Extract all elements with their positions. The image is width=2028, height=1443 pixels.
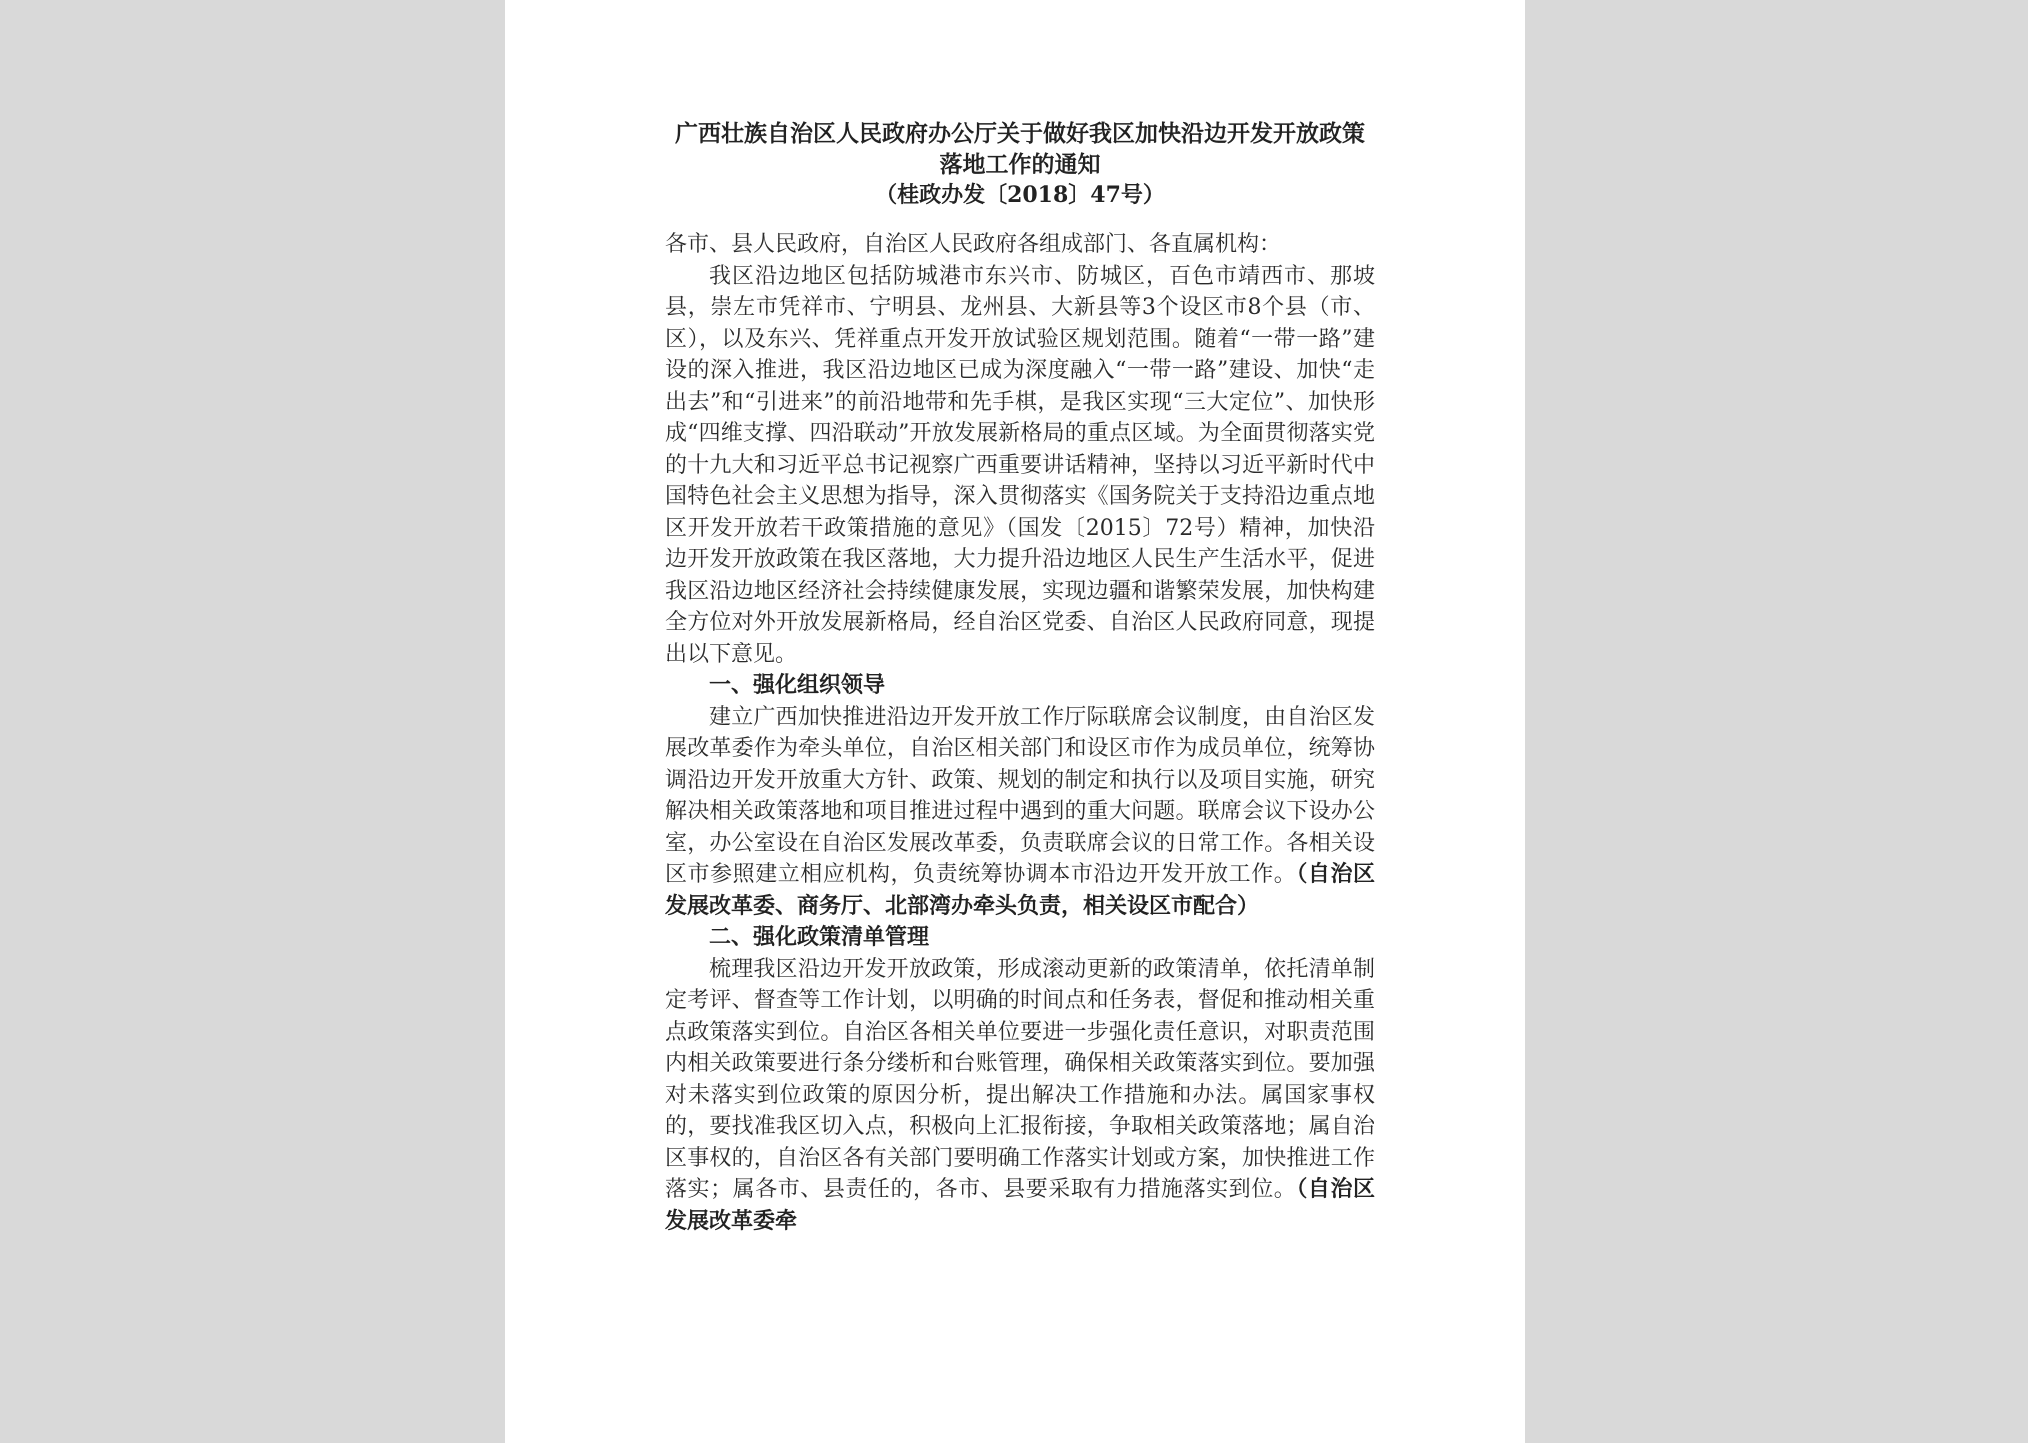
- section-2-responsibility: （自治区发展改革委牵: [665, 1176, 1375, 1234]
- section-body-1: [665, 702, 1375, 923]
- salutation: 各市、县人民政府，自治区人民政府各组成部门、各直属机构：: [665, 232, 1282, 257]
- section-body-1-text: 建立广西加快推进沿边开发开放工作厅际联席会议制度，由自治区发展改革委作为牵头单位，自治区相关部门和设区市作为成员单位，统筹协调沿边开发开放重大方针、政策、规划的制定和执行以及项目实施，研究解决相关政策落地和项目推进过程中遇到的重大问题。联席会议下设办公室，办公室设在自治区发展改革委，负责联席会议的日常工作。各相关设区市参照建立相应机构，负责统筹协调本市沿边开发开放工作。: [665, 704, 1375, 887]
- section-body-2-text: 梳理我区沿边开发开放政策，形成滚动更新的政策清单，依托清单制定考评、督查等工作计划，以明确的时间点和任务表，督促和推动相关重点政策落实到位。自治区各相关单位要进一步强化责任意识，对职责范围内相关政策要进行条分缕析和台账管理，确保相关政策落实到位。要加强对未落实到位政策的原因分析，提出解决工作措施和办法。属国家事权的，要找准我区切入点，积极向上汇报衔接，争取相关政策落地；属自治区事权的，自治区各有关部门要明确工作落实计划或方案，加快推进工作落实；属各市、县责任的，各市、县要采取有力措施落实到位。: [665, 956, 1375, 1202]
- intro-paragraph: 我区沿边地区包括防城港市东兴市、防城区，百色市靖西市、那坡县，崇左市凭祥市、宁明县、龙州县、大新县等3个设区市8个县（市、区），以及东兴、凭祥重点开发开放试验区规划范围。随着“一带一路”建设的深入推进，我区沿边地区已成为深度融入“一带一路”建设、加快“走出去”和“引进来”的前沿地带和先手棋，是我区实现“三大定位”、加快形成“四维支撑、四沿联动”开放发展新格局的重点区域。为全面贯彻落实党的十九大和习近平总书记视察广西重要讲话精神，坚持以习近平新时代中国特色社会主义思想为指导，深入贯彻落实《国务院关于支持沿边重点地区开发开放若干政策措施的意见》（国发〔2015〕72号）精神，加快沿边开发开放政策在我区落地，大力提升沿边地区人民生产生活水平，促进我区沿边地区经济社会持续健康发展，实现边疆和谐繁荣发展，加快构建全方位对外开放发展新格局，经自治区党委、自治区人民政府同意，现提出以下意见。: [665, 263, 1375, 667]
- document-title: 广西壮族自治区人民政府办公厅关于做好我区加快沿边开发开放政策落地工作的通知: [675, 120, 1365, 178]
- section-heading-2: 二、强化政策清单管理: [709, 924, 930, 950]
- document-number: （桂政办发〔2018〕47号）: [875, 182, 1165, 208]
- section-body-2: [665, 954, 1375, 1238]
- document-page: [505, 0, 1525, 1443]
- section-heading-1: 一、强化组织领导: [709, 672, 886, 698]
- document-content: [665, 118, 1375, 1237]
- section-1-responsibility: （自治区发展改革委、商务厅、北部湾办牵头负责，相关设区市配合）: [665, 861, 1375, 919]
